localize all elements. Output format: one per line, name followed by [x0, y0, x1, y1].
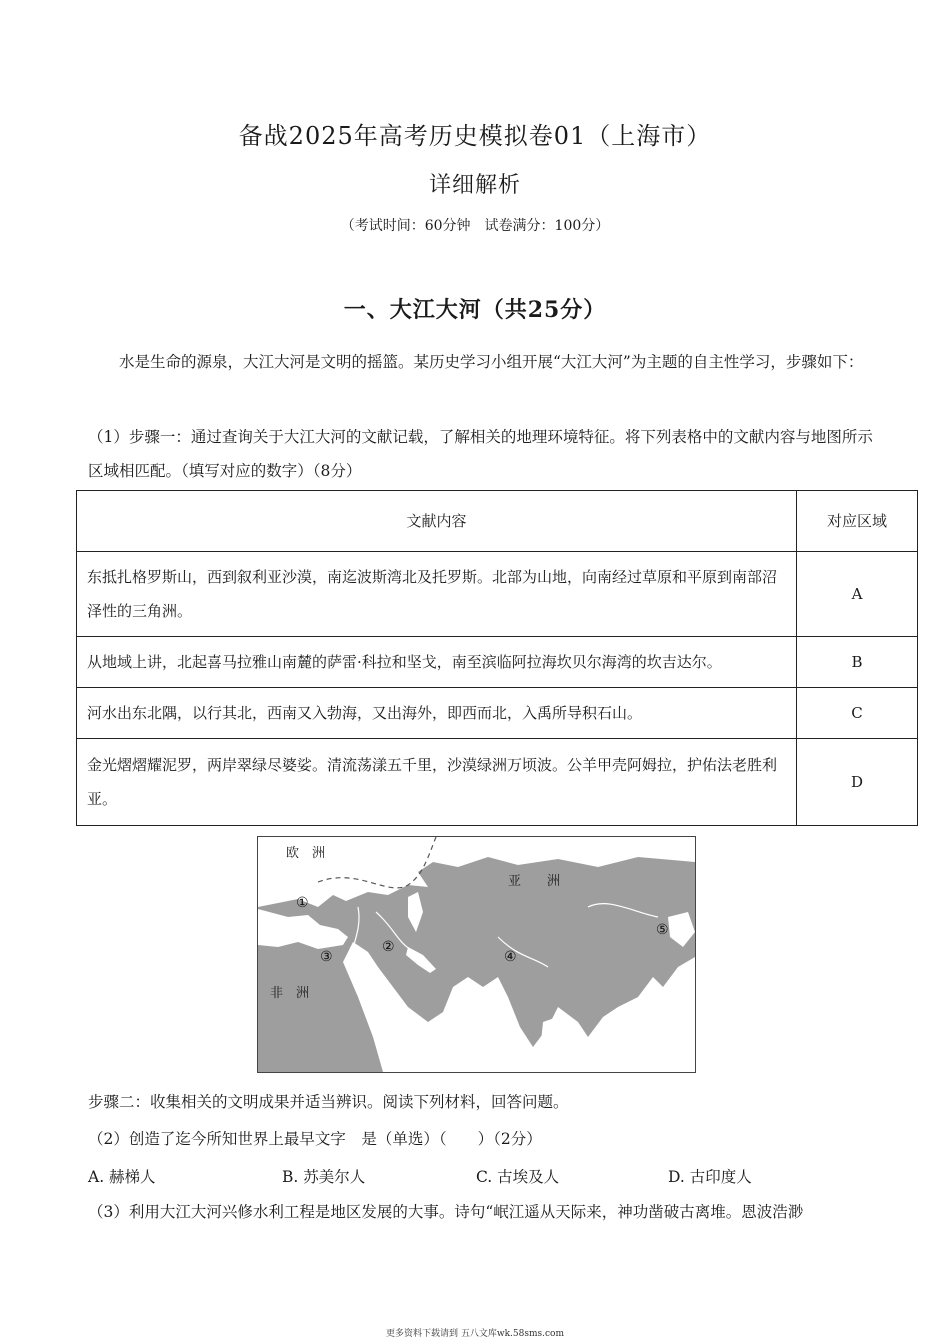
page-title: 备战2025年高考历史模拟卷01（上海市） [238, 122, 712, 150]
table-row [77, 637, 918, 688]
map-graphic [258, 837, 695, 1072]
table-row [77, 739, 918, 826]
exam-info: （考试时间：60分钟 试卷满分：100分） [340, 218, 610, 234]
section-intro: 水是生命的源泉，大江大河是文明的摇篮。某历史学习小组开展“大江大河”为主题的自主性学习，步骤如下： [119, 353, 864, 371]
table-cell-region: D [797, 739, 918, 826]
map-marker-2: ② [382, 939, 395, 955]
table-cell-content: 河水出东北隅，以行其北，西南又入勃海，又出海外，即西而北，入禹所导积石山。 [77, 688, 797, 739]
map-marker-4: ④ [504, 949, 517, 965]
option-b: B. 苏美尔人 [282, 1168, 366, 1186]
river-civilizations-map [257, 836, 696, 1073]
section-title: 一、大江大河（共25分） [343, 297, 607, 323]
map-marker-3: ③ [320, 949, 333, 965]
table-header-row [77, 491, 918, 552]
option-a: A. 赫梯人 [88, 1168, 156, 1186]
question-3: （3）利用大江大河兴修水利工程是地区发展的大事。诗句“岷江遥从天际来，神功凿破古离堆。恩波浩渺 [88, 1203, 804, 1221]
map-label-africa: 非 洲 [270, 985, 310, 1000]
table-row [77, 688, 918, 739]
table-cell-region: A [797, 552, 918, 637]
step-2-text: 步骤二：收集相关的文明成果并适当辨识。阅读下列材料，回答问题。 [88, 1093, 569, 1111]
table-header-region: 对应区域 [797, 491, 918, 552]
map-marker-1: ① [296, 895, 309, 911]
option-c: C. 古埃及人 [476, 1168, 560, 1186]
table-cell-region: C [797, 688, 918, 739]
table-cell-content: 东抵扎格罗斯山，西到叙利亚沙漠，南迄波斯湾北及托罗斯。北部为山地，向南经过草原和平原到南部沼泽性的三角洲。 [77, 552, 797, 637]
option-d: D. 古印度人 [668, 1168, 752, 1186]
literature-table [76, 490, 918, 826]
page-footer: 更多资料下载请到 五八文库wk.58sms.com [386, 1329, 564, 1339]
table-cell-region: B [797, 637, 918, 688]
map-label-asia: 亚 洲 [508, 873, 561, 888]
table-row [77, 552, 918, 637]
map-sea [538, 1015, 573, 1072]
table-cell-content: 从地域上讲，北起喜马拉雅山南麓的萨雷·科拉和坚戈，南至滨临阿拉海坎贝尔海湾的坎吉达尔。 [77, 637, 797, 688]
table-cell-content: 金光熠熠耀泥罗，两岸翠绿尽婆娑。清流荡漾五千里，沙漠绿洲万顷波。公羊甲壳阿姆拉，护佑法老胜利亚。 [77, 739, 797, 826]
map-sea [353, 873, 398, 889]
question-1: （1）步骤一：通过查询关于大江大河的文献记载，了解相关的地理环境特征。将下列表格中的文献内容与地图所示区域相匹配。（填写对应的数字）（8分） [88, 428, 873, 480]
map-label-europe: 欧 洲 [286, 845, 326, 860]
question-2: （2）创造了迄今所知世界上最早文字 是（单选）（ ）（2分） [88, 1130, 542, 1148]
page-subtitle: 详细解析 [428, 173, 521, 198]
table-header-content: 文献内容 [77, 491, 797, 552]
map-marker-5: ⑤ [656, 922, 669, 938]
